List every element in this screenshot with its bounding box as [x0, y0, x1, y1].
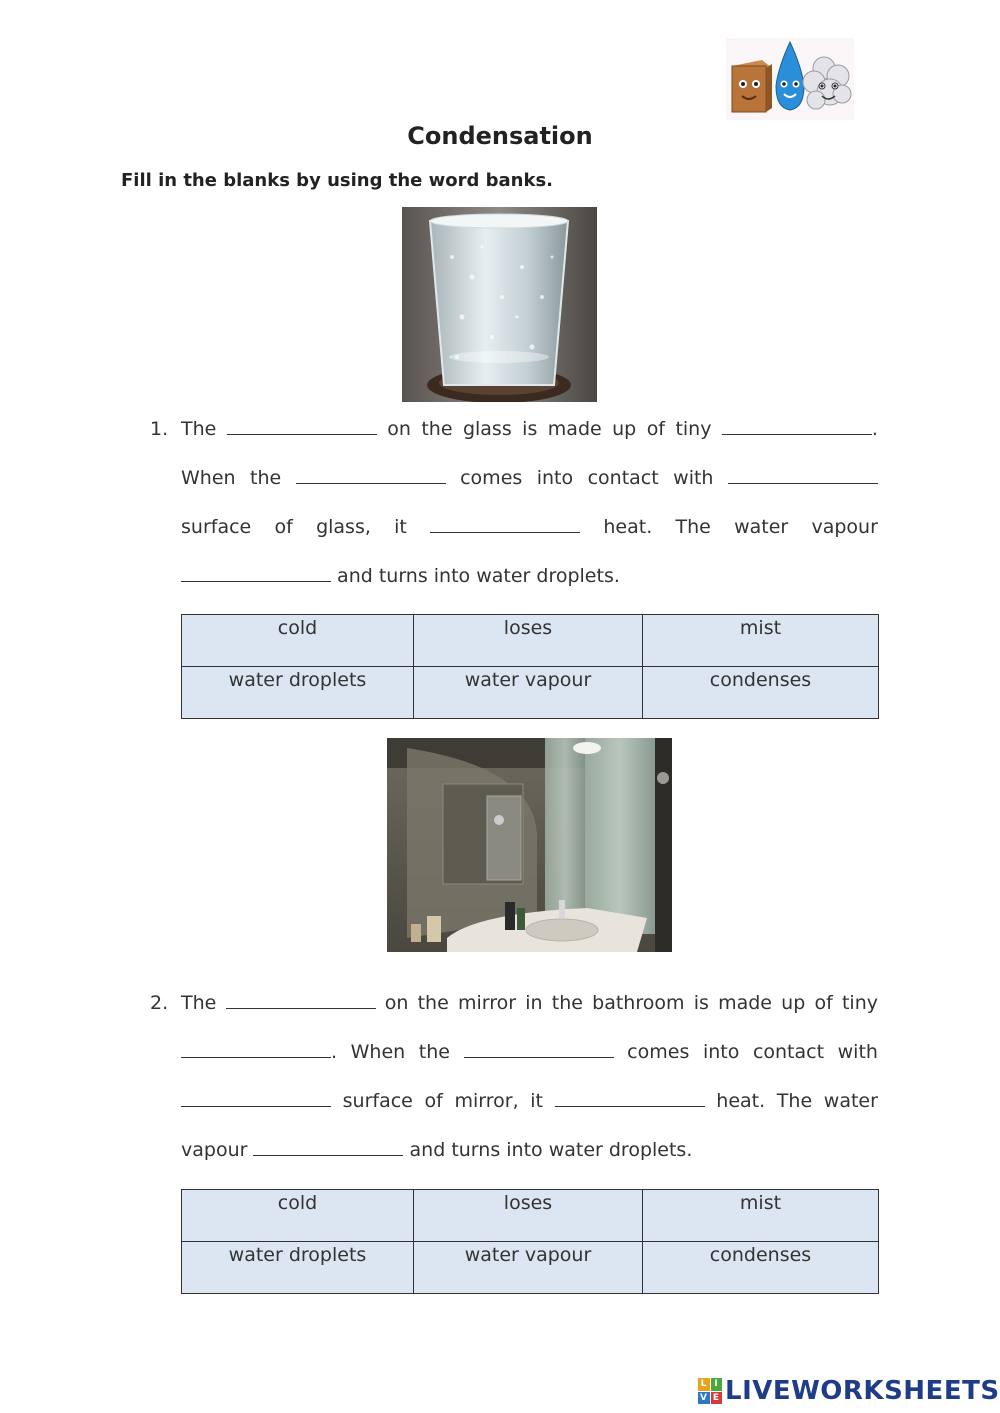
q1-word: into — [536, 467, 574, 489]
q1-word: the — [250, 467, 282, 489]
bathroom-photo — [387, 738, 672, 952]
word-bank-cell: water vapour — [414, 1242, 643, 1294]
word-bank-cell: cold — [182, 615, 414, 667]
q2-word: in — [525, 992, 543, 1014]
q2-word: is — [693, 992, 709, 1014]
q2-word: of — [814, 992, 833, 1014]
q2-word: contact — [752, 1041, 825, 1063]
q2-word: surface — [342, 1090, 413, 1112]
logo-letter: L — [698, 1378, 710, 1391]
q2-word: comes — [627, 1041, 690, 1063]
q2-blank-6[interactable] — [253, 1139, 403, 1156]
q1-blank-6[interactable] — [181, 565, 331, 582]
q1-word: tiny — [675, 418, 712, 440]
q1-blank-3[interactable] — [296, 467, 446, 484]
q2-blank-4[interactable] — [181, 1090, 331, 1107]
q1-word: contact — [587, 467, 659, 489]
logo-letter: V — [698, 1392, 710, 1405]
q2-word: the — [417, 992, 449, 1014]
q1-word: and turns into water droplets. — [337, 565, 620, 587]
q2-word: The — [181, 992, 217, 1014]
q2-line-2 — [181, 1041, 878, 1063]
instruction-text: Fill in the blanks by using the word banks. — [121, 170, 554, 191]
q1-word: made — [547, 418, 602, 440]
q1-word: up — [612, 418, 637, 440]
logo-letter: I — [711, 1378, 723, 1391]
q1-word: on — [387, 418, 411, 440]
word-bank-cell: condenses — [643, 1242, 879, 1294]
q1-word: comes — [460, 467, 523, 489]
q2-word: the — [551, 992, 583, 1014]
q1-number: 1. — [150, 418, 169, 440]
word-bank-cell: loses — [414, 1190, 643, 1242]
q1-word: water — [734, 516, 789, 538]
word-bank-cell: water droplets — [182, 1242, 414, 1294]
q1-word: The — [675, 516, 711, 538]
q1-word: The — [181, 418, 217, 440]
q2-word: mirror — [457, 992, 517, 1014]
q1-blank-4[interactable] — [728, 467, 878, 484]
q1-word: . — [871, 418, 878, 440]
q2-word: up — [781, 992, 806, 1014]
mascot-image — [726, 38, 854, 120]
q1-word: glass — [462, 418, 512, 440]
q2-blank-1[interactable] — [226, 992, 376, 1009]
q2-number: 2. — [150, 992, 169, 1014]
q2-word: the — [418, 1041, 450, 1063]
q1-line-1 — [181, 418, 878, 440]
q2-blank-3[interactable] — [464, 1041, 614, 1058]
q2-line-3 — [181, 1090, 878, 1112]
q1-word: glass, — [316, 516, 371, 538]
word-bank-cell: water droplets — [182, 667, 414, 719]
page-title: Condensation — [407, 122, 593, 150]
q1-word: with — [673, 467, 714, 489]
word-bank-cell: mist — [643, 1190, 879, 1242]
word-bank-cell: condenses — [643, 667, 879, 719]
q2-word: vapour — [181, 1139, 248, 1161]
q2-word: bathroom — [592, 992, 685, 1014]
q2-word: The — [776, 1090, 813, 1112]
q2-word: mirror, — [454, 1090, 519, 1112]
glass-photo — [402, 207, 597, 402]
q1-blank-5[interactable] — [430, 516, 580, 533]
word-bank-cell: loses — [414, 615, 643, 667]
q2-word: tiny — [841, 992, 878, 1014]
q1-word: heat. — [603, 516, 653, 538]
q1-word: When — [181, 467, 236, 489]
q2-word: it — [530, 1090, 543, 1112]
q2-blank-5[interactable] — [555, 1090, 705, 1107]
q1-line-4 — [181, 565, 878, 587]
q1-word: it — [394, 516, 407, 538]
liveworksheets-brand-text: LIVEWORKSHEETS — [725, 1376, 1000, 1406]
q1-line-3 — [181, 516, 878, 538]
q1-word: is — [522, 418, 538, 440]
liveworksheets-logo-icon — [698, 1378, 722, 1404]
q2-word: When — [350, 1041, 406, 1063]
q2-word: . — [331, 1041, 338, 1063]
q1-line-2 — [181, 467, 878, 489]
q1-word: surface — [181, 516, 252, 538]
q2-line-4 — [181, 1139, 878, 1161]
word-bank-cell: mist — [643, 615, 879, 667]
word-bank-1 — [181, 614, 879, 719]
logo-letter: E — [711, 1392, 723, 1405]
word-bank-cell: cold — [182, 1190, 414, 1242]
q2-word: on — [384, 992, 409, 1014]
q2-word: and turns into water droplets. — [409, 1139, 693, 1161]
q1-blank-1[interactable] — [227, 418, 377, 435]
q1-blank-2[interactable] — [722, 418, 872, 435]
word-bank-cell: water vapour — [414, 667, 643, 719]
q2-word: into — [702, 1041, 740, 1063]
q2-line-1 — [181, 992, 878, 1014]
q1-word: the — [421, 418, 453, 440]
q2-word: water — [823, 1090, 878, 1112]
q1-word: of — [274, 516, 293, 538]
q2-word: heat. — [716, 1090, 766, 1112]
q2-blank-2[interactable] — [181, 1041, 331, 1058]
q2-word: of — [424, 1090, 443, 1112]
q1-word: vapour — [811, 516, 878, 538]
liveworksheets-logo[interactable] — [698, 1376, 1000, 1406]
q1-word: of — [646, 418, 666, 440]
word-bank-2 — [181, 1189, 879, 1294]
q2-word: with — [837, 1041, 878, 1063]
q2-word: made — [718, 992, 772, 1014]
